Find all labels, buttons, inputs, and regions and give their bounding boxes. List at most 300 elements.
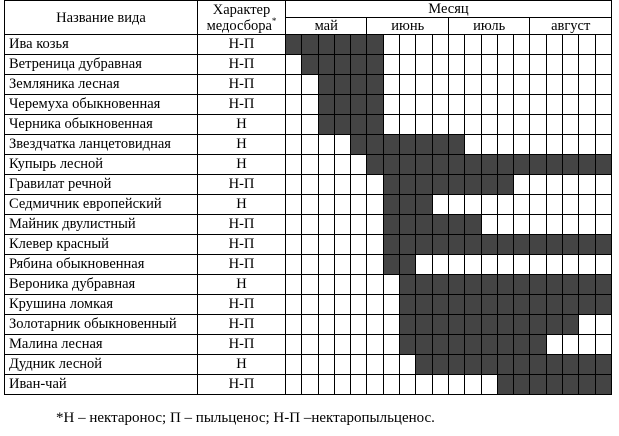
flowering-cell — [448, 295, 464, 315]
empty-cell — [497, 195, 513, 215]
empty-cell — [302, 235, 318, 255]
empty-cell — [432, 55, 448, 75]
empty-cell — [351, 275, 367, 295]
flowering-cell — [546, 155, 562, 175]
empty-cell — [579, 75, 595, 95]
flowering-cell — [432, 175, 448, 195]
honey-type: Н — [198, 115, 286, 135]
empty-cell — [318, 275, 334, 295]
empty-cell — [400, 375, 416, 395]
empty-cell — [367, 275, 383, 295]
empty-cell — [595, 215, 611, 235]
flowering-cell — [595, 295, 611, 315]
empty-cell — [367, 355, 383, 375]
empty-cell — [481, 115, 497, 135]
empty-cell — [334, 355, 350, 375]
empty-cell — [302, 375, 318, 395]
empty-cell — [432, 75, 448, 95]
empty-cell — [302, 295, 318, 315]
honey-type: Н-П — [198, 315, 286, 335]
empty-cell — [367, 175, 383, 195]
flowering-cell — [530, 355, 546, 375]
empty-cell — [448, 95, 464, 115]
flowering-cell — [318, 95, 334, 115]
flowering-cell — [563, 295, 579, 315]
empty-cell — [334, 295, 350, 315]
flowering-cell — [448, 155, 464, 175]
empty-cell — [465, 135, 481, 155]
flowering-cell — [579, 375, 595, 395]
flowering-cell — [383, 215, 399, 235]
flowering-cell — [595, 235, 611, 255]
flowering-cell — [546, 235, 562, 255]
empty-cell — [367, 315, 383, 335]
flowering-cell — [351, 115, 367, 135]
honey-type: Н-П — [198, 235, 286, 255]
empty-cell — [400, 115, 416, 135]
empty-cell — [416, 35, 432, 55]
empty-cell — [448, 75, 464, 95]
empty-cell — [546, 95, 562, 115]
species-name: Купырь лесной — [5, 155, 198, 175]
empty-cell — [334, 235, 350, 255]
empty-cell — [302, 355, 318, 375]
empty-cell — [302, 315, 318, 335]
flowering-cell — [416, 155, 432, 175]
empty-cell — [286, 95, 302, 115]
empty-cell — [318, 355, 334, 375]
honey-type: Н-П — [198, 255, 286, 275]
empty-cell — [497, 55, 513, 75]
flowering-cell — [432, 335, 448, 355]
empty-cell — [530, 55, 546, 75]
flowering-cell — [286, 35, 302, 55]
empty-cell — [530, 195, 546, 215]
table-row — [5, 375, 612, 395]
empty-cell — [286, 355, 302, 375]
empty-cell — [367, 375, 383, 395]
flowering-cell — [481, 275, 497, 295]
flowering-cell — [334, 75, 350, 95]
table-row — [5, 355, 612, 375]
honey-type: Н-П — [198, 375, 286, 395]
flowering-cell — [465, 315, 481, 335]
empty-cell — [351, 155, 367, 175]
empty-cell — [302, 275, 318, 295]
empty-cell — [302, 215, 318, 235]
flowering-cell — [448, 235, 464, 255]
empty-cell — [432, 35, 448, 55]
flowering-cell — [334, 95, 350, 115]
empty-cell — [563, 95, 579, 115]
empty-cell — [351, 195, 367, 215]
empty-cell — [530, 35, 546, 55]
empty-cell — [334, 215, 350, 235]
flowering-cell — [530, 275, 546, 295]
empty-cell — [481, 75, 497, 95]
flowering-cell — [563, 355, 579, 375]
empty-cell — [383, 335, 399, 355]
empty-cell — [318, 195, 334, 215]
flowering-cell — [563, 155, 579, 175]
flowering-cell — [530, 315, 546, 335]
empty-cell — [351, 335, 367, 355]
empty-cell — [563, 115, 579, 135]
species-name: Малина лесная — [5, 335, 198, 355]
species-name: Гравилат речной — [5, 175, 198, 195]
empty-cell — [563, 335, 579, 355]
empty-cell — [400, 55, 416, 75]
empty-cell — [595, 135, 611, 155]
empty-cell — [448, 115, 464, 135]
flowering-cell — [465, 335, 481, 355]
empty-cell — [595, 175, 611, 195]
empty-cell — [579, 35, 595, 55]
empty-cell — [318, 235, 334, 255]
empty-cell — [302, 75, 318, 95]
flowering-cell — [432, 155, 448, 175]
flowering-cell — [497, 175, 513, 195]
empty-cell — [367, 335, 383, 355]
flowering-cell — [416, 295, 432, 315]
honey-type: Н-П — [198, 295, 286, 315]
empty-cell — [367, 295, 383, 315]
empty-cell — [367, 195, 383, 215]
flowering-cell — [383, 155, 399, 175]
table-row — [5, 335, 612, 355]
empty-cell — [546, 35, 562, 55]
flowering-cell — [400, 235, 416, 255]
header-species-name: Название вида — [5, 1, 198, 35]
table-row — [5, 75, 612, 95]
empty-cell — [432, 115, 448, 135]
flowering-cell — [563, 375, 579, 395]
flowering-cell — [302, 55, 318, 75]
empty-cell — [595, 335, 611, 355]
empty-cell — [367, 255, 383, 275]
empty-cell — [302, 255, 318, 275]
empty-cell — [514, 255, 530, 275]
empty-cell — [318, 335, 334, 355]
empty-cell — [318, 375, 334, 395]
empty-cell — [514, 215, 530, 235]
empty-cell — [367, 235, 383, 255]
empty-cell — [595, 115, 611, 135]
flowering-cell — [400, 155, 416, 175]
flowering-cell — [351, 75, 367, 95]
empty-cell — [514, 135, 530, 155]
header-month-1: май — [286, 18, 367, 35]
empty-cell — [286, 115, 302, 135]
species-name: Земляника лесная — [5, 75, 198, 95]
empty-cell — [530, 75, 546, 95]
header-month-4: август — [530, 18, 611, 35]
flowering-cell — [367, 135, 383, 155]
empty-cell — [416, 115, 432, 135]
empty-cell — [286, 255, 302, 275]
header-honey-type-line2: медосбора — [206, 17, 272, 34]
empty-cell — [514, 115, 530, 135]
empty-cell — [595, 75, 611, 95]
empty-cell — [351, 315, 367, 335]
flowering-cell — [416, 215, 432, 235]
species-name: Золотарник обыкновенный — [5, 315, 198, 335]
table-row — [5, 195, 612, 215]
empty-cell — [465, 255, 481, 275]
empty-cell — [383, 295, 399, 315]
flowering-cell — [497, 375, 513, 395]
empty-cell — [302, 195, 318, 215]
empty-cell — [302, 95, 318, 115]
empty-cell — [334, 135, 350, 155]
empty-cell — [497, 255, 513, 275]
table-row — [5, 155, 612, 175]
empty-cell — [563, 75, 579, 95]
flowering-cell — [432, 135, 448, 155]
honey-type: Н — [198, 355, 286, 375]
flowering-cell — [579, 235, 595, 255]
flowering-cell — [432, 215, 448, 235]
empty-cell — [579, 315, 595, 335]
flowering-cell — [351, 55, 367, 75]
empty-cell — [530, 175, 546, 195]
empty-cell — [400, 35, 416, 55]
flowering-cell — [546, 275, 562, 295]
flowering-cell — [416, 275, 432, 295]
empty-cell — [465, 35, 481, 55]
flowering-cell — [432, 275, 448, 295]
empty-cell — [514, 75, 530, 95]
empty-cell — [302, 155, 318, 175]
flowering-cell — [595, 155, 611, 175]
flowering-cell — [416, 195, 432, 215]
empty-cell — [416, 75, 432, 95]
empty-cell — [481, 375, 497, 395]
flowering-cell — [367, 95, 383, 115]
flowering-cell — [530, 155, 546, 175]
empty-cell — [465, 55, 481, 75]
empty-cell — [579, 115, 595, 135]
honey-type: Н — [198, 195, 286, 215]
empty-cell — [546, 335, 562, 355]
flowering-cell — [497, 355, 513, 375]
flowering-cell — [514, 155, 530, 175]
flowering-cell — [448, 175, 464, 195]
empty-cell — [432, 255, 448, 275]
flowering-cell — [465, 355, 481, 375]
empty-cell — [302, 175, 318, 195]
empty-cell — [334, 155, 350, 175]
empty-cell — [286, 55, 302, 75]
flowering-cell — [383, 255, 399, 275]
flowering-cell — [334, 115, 350, 135]
flowering-cell — [302, 35, 318, 55]
flowering-cell — [400, 195, 416, 215]
empty-cell — [286, 155, 302, 175]
table-row — [5, 175, 612, 195]
empty-cell — [546, 195, 562, 215]
empty-cell — [465, 195, 481, 215]
empty-cell — [351, 295, 367, 315]
empty-cell — [318, 175, 334, 195]
flowering-cell — [416, 135, 432, 155]
flowering-cell — [514, 335, 530, 355]
flowering-cell — [546, 375, 562, 395]
empty-cell — [497, 75, 513, 95]
flowering-cell — [481, 295, 497, 315]
empty-cell — [286, 75, 302, 95]
empty-cell — [351, 175, 367, 195]
empty-cell — [546, 55, 562, 75]
table-row — [5, 215, 612, 235]
flowering-cell — [432, 295, 448, 315]
empty-cell — [286, 235, 302, 255]
flowering-cell — [481, 335, 497, 355]
flowering-cell — [530, 335, 546, 355]
empty-cell — [579, 135, 595, 155]
honey-type: Н — [198, 155, 286, 175]
flowering-cell — [465, 175, 481, 195]
empty-cell — [318, 315, 334, 335]
flowering-cell — [579, 275, 595, 295]
honey-type: Н-П — [198, 35, 286, 55]
species-name: Иван-чай — [5, 375, 198, 395]
flowering-cell — [595, 375, 611, 395]
empty-cell — [334, 175, 350, 195]
empty-cell — [563, 255, 579, 275]
species-name: Ветреница дубравная — [5, 55, 198, 75]
flowering-cell — [563, 275, 579, 295]
flowering-cell — [514, 295, 530, 315]
flowering-cell — [546, 295, 562, 315]
species-name: Дудник лесной — [5, 355, 198, 375]
species-name: Черемуха обыкновенная — [5, 95, 198, 115]
empty-cell — [546, 175, 562, 195]
honey-type: Н — [198, 275, 286, 295]
empty-cell — [286, 195, 302, 215]
empty-cell — [351, 375, 367, 395]
flowering-cell — [497, 275, 513, 295]
empty-cell — [530, 255, 546, 275]
honey-type: Н — [198, 135, 286, 155]
species-name: Крушина ломкая — [5, 295, 198, 315]
empty-cell — [497, 215, 513, 235]
empty-cell — [579, 95, 595, 115]
empty-cell — [286, 135, 302, 155]
empty-cell — [302, 135, 318, 155]
honey-type: Н-П — [198, 75, 286, 95]
species-name: Майник двулистный — [5, 215, 198, 235]
species-name: Ива козья — [5, 35, 198, 55]
empty-cell — [432, 195, 448, 215]
empty-cell — [383, 55, 399, 75]
empty-cell — [481, 95, 497, 115]
flowering-cell — [481, 155, 497, 175]
footnote: *Н – нектаронос; П – пыльценос; Н-П –нектаропыльценос. — [56, 410, 435, 426]
flowering-cell — [448, 335, 464, 355]
empty-cell — [302, 115, 318, 135]
empty-cell — [579, 215, 595, 235]
empty-cell — [448, 375, 464, 395]
empty-cell — [351, 215, 367, 235]
flowering-cell — [448, 215, 464, 235]
empty-cell — [286, 275, 302, 295]
flowering-cell — [465, 275, 481, 295]
flowering-cell — [465, 155, 481, 175]
empty-cell — [563, 35, 579, 55]
table-row — [5, 115, 612, 135]
honey-type: Н-П — [198, 335, 286, 355]
empty-cell — [465, 75, 481, 95]
empty-cell — [383, 355, 399, 375]
empty-cell — [481, 35, 497, 55]
flowering-cell — [432, 235, 448, 255]
flowering-cell — [514, 375, 530, 395]
table-row — [5, 95, 612, 115]
empty-cell — [400, 355, 416, 375]
empty-cell — [530, 95, 546, 115]
flowering-cell — [514, 235, 530, 255]
empty-cell — [383, 315, 399, 335]
flowering-cell — [400, 255, 416, 275]
flowering-cell — [400, 275, 416, 295]
flowering-cell — [400, 315, 416, 335]
empty-cell — [595, 255, 611, 275]
honey-type: Н-П — [198, 175, 286, 195]
empty-cell — [497, 135, 513, 155]
empty-cell — [579, 195, 595, 215]
flowering-cell — [400, 215, 416, 235]
empty-cell — [595, 55, 611, 75]
empty-cell — [286, 175, 302, 195]
empty-cell — [334, 315, 350, 335]
flowering-cell — [448, 135, 464, 155]
flowering-cell — [595, 355, 611, 375]
empty-cell — [546, 115, 562, 135]
flowering-cell — [334, 55, 350, 75]
header-month-3: июль — [448, 18, 529, 35]
empty-cell — [286, 215, 302, 235]
empty-cell — [432, 375, 448, 395]
flowering-cell — [367, 55, 383, 75]
empty-cell — [514, 195, 530, 215]
empty-cell — [318, 295, 334, 315]
empty-cell — [286, 375, 302, 395]
flowering-cell — [351, 35, 367, 55]
empty-cell — [367, 215, 383, 235]
empty-cell — [595, 315, 611, 335]
flowering-cell — [367, 155, 383, 175]
flowering-cell — [497, 235, 513, 255]
empty-cell — [481, 255, 497, 275]
flowering-cell — [497, 295, 513, 315]
empty-cell — [595, 195, 611, 215]
flowering-cell — [514, 355, 530, 375]
flowering-cell — [465, 235, 481, 255]
flowering-cell — [367, 35, 383, 55]
flowering-cell — [383, 135, 399, 155]
flowering-cell — [367, 115, 383, 135]
empty-cell — [595, 95, 611, 115]
empty-cell — [481, 215, 497, 235]
flowering-cell — [416, 175, 432, 195]
empty-cell — [286, 335, 302, 355]
species-name: Звездчатка ланцетовидная — [5, 135, 198, 155]
empty-cell — [579, 255, 595, 275]
empty-cell — [383, 375, 399, 395]
empty-cell — [546, 75, 562, 95]
honey-type: Н-П — [198, 95, 286, 115]
